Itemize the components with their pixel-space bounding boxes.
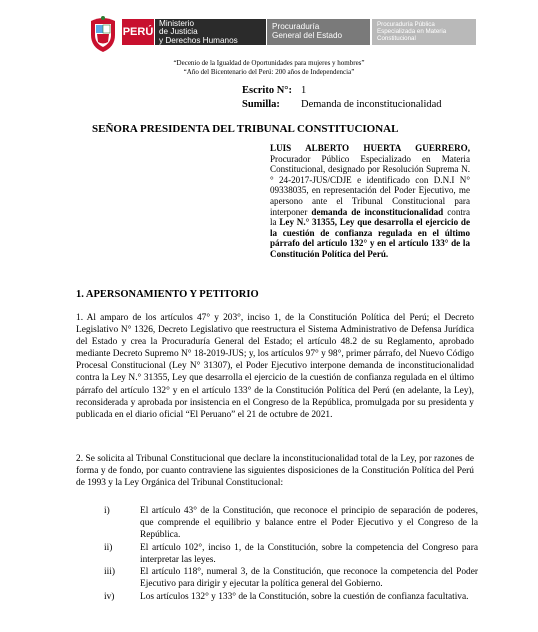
list-item: ii) El artículo 102°, inciso 1, de la Constitución, sobre la competencia del Congreso para interpretar las leyes.: [104, 543, 478, 566]
paragraph-1: 1. Al amparo de los artículos 47° y 203°, inciso 1, de la Constitución Política del Perú; el Decreto Legislativo N° 1326, Decreto Legislativo que reestructura el Sistema Administrativo de Defensa Jurídica del Estado y crea la Procuraduría General del Estado; el artículo 48.2 de su Reglamento, aprobado mediante Decreto Supremo N° 18-2019-JUS; y, los artículos 97° y 98°, primer párrafo, del Nuevo Código Procesal Constitucional (Ley N° 31307), el Poder Ejecutivo interpone demanda de inconstitucionalidad contra la Ley N.° 31355, Ley que desarrolla el ejercicio de la cuestión de confianza regulada en el último párrafo del artículo 132° y en el artículo 133° de la Constitución Política del Perú (en adelante, la Ley), reconsiderada y aprobada por insistencia en el Congreso de la República, promulgada por su presidenta y publicada en el diario oficial “El Peruano” el 21 de octubre de 2021.: [76, 313, 474, 420]
paragraph-2: 2. Se solicita al Tribunal Constitucional que declare la inconstitucionalidad total de la Ley, por razones de forma y de fondo, por cuanto contraviene las siguientes disposiciones de la Constitución Política del Perú de 1993 y la Ley Orgánica del Tribunal Constitucional:: [76, 454, 474, 489]
list-item: i) El artículo 43° de la Constitución, que reconoce el principio de separación de poderes, que comprende el equilibrio y balance entre el Poder Ejecutivo y el Congreso de la República.: [104, 506, 478, 541]
year-line: “Año del Bicentenario del Perú: 200 años de Independencia”: [183, 68, 355, 76]
addressee: SEÑORA PRESIDENTA DEL TRIBUNAL CONSTITUCIONAL: [92, 123, 399, 135]
procuraduria-label: Procuraduría General del Estado: [267, 19, 370, 45]
escrito-value: 1: [301, 85, 307, 96]
intro-paragraph: LUIS ALBERTO HUERTA GUERRERO, Procurador Público Especializado en Materia Constitucional, designado por Resolución Suprema N.° 24-2017-JUS/CDJE e identificado con D.N.I N° 09338035, en representación del Poder Ejecutivo, me apersono ante el Tribunal Constitucional para interponer demanda de inconstitucionalidad contra la Ley N.° 31355, Ley que desarrolla el ejercicio de la cuestión de confianza regulada en el último párrafo del artículo 132° y en el artículo 133° de la Constitución Política del Perú.: [270, 143, 470, 259]
sumilla-label: Sumilla:: [242, 99, 280, 110]
list-item: iii) El artículo 118°, numeral 3, de la Constitución, que reconoce la competencia del Poder Ejecutivo para dirigir y ejecutar la política general del Gobierno.: [104, 567, 478, 590]
peru-coat-of-arms-icon: [88, 15, 118, 53]
peru-label: PERÚ: [122, 19, 154, 45]
decenio-line: “Decenio de la Igualdad de Oportunidades para mujeres y hombres”: [173, 59, 365, 67]
attorney-name: LUIS ALBERTO HUERTA GUERRERO,: [270, 143, 470, 153]
procuraduria-especializada-label: Procuraduría Pública Especializada en Materia Constitucional: [372, 19, 476, 45]
ministerio-label: Ministerio de Justicia y Derechos Humanos: [155, 19, 266, 45]
sumilla-value: Demanda de inconstitucionalidad: [301, 99, 442, 110]
section-heading: 1. APERSONAMIENTO Y PETITORIO: [76, 289, 259, 300]
list-item: iv) Los artículos 132° y 133° de la Constitución, sobre la cuestión de confianza facultativa.: [104, 592, 469, 602]
escrito-label: Escrito N°:: [242, 85, 292, 96]
